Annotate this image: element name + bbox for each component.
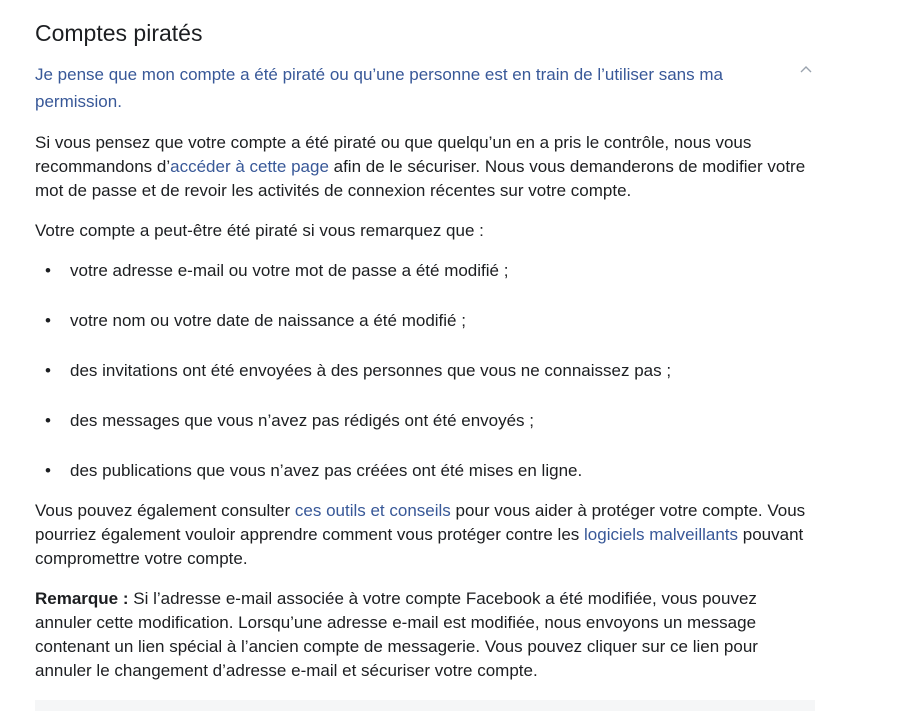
tools-text-1: Vous pouvez également consulter [35, 501, 295, 520]
bullet-icon: • [45, 411, 51, 430]
bullet-text: votre nom ou votre date de naissance a été modifié ; [70, 311, 466, 330]
bullet-text: votre adresse e-mail ou votre mot de passe a été modifié ; [70, 261, 509, 280]
tools-tips-link[interactable]: ces outils et conseils [294, 501, 451, 520]
faq-question-hacked-account[interactable]: Je pense que mon compte a été piraté ou qu’une personne est en train de l’utiliser sans ma permission. [35, 65, 723, 111]
note-text: Si l’adresse e-mail associée à votre compte Facebook a été modifiée, vous pouvez annuler cette modification. Lorsqu’une adresse e-mail est modifiée, nous envoyons un message contenant un lien spécial à l’ancien compte de messagerie. Vous pouvez cliquer sur ce lien pour annuler le changement d’adresse e-mail et sécuriser votre compte. [35, 589, 758, 680]
bullet-text: des publications que vous n’avez pas créées ont été mises en ligne. [70, 461, 583, 480]
bullet-icon: • [45, 261, 51, 280]
bullet-text: des messages que vous n’avez pas rédigés ont été envoyés ; [70, 411, 535, 430]
bullet-icon: • [45, 461, 51, 480]
bullet-icon: • [45, 361, 51, 380]
tools-text-2: pour vous aider à protéger votre compte. Vous pourriez également vouloir apprendre comment vous protéger contre les [35, 501, 806, 544]
chevron-up-icon[interactable] [798, 62, 814, 78]
tools-text-3: pouvant compromettre votre compte. [35, 525, 804, 568]
bullet-text: des invitations ont été envoyées à des personnes que vous ne connaissez pas ; [70, 361, 672, 380]
page-title: Comptes piratés [35, 20, 203, 46]
malware-link[interactable]: logiciels malveillants [584, 525, 739, 544]
next-panel [35, 700, 815, 711]
bullet-icon: • [45, 311, 51, 330]
intro-text-1: Si vous pensez que votre compte a été piraté ou que quelqu’un en a pris le contrôle, nous vous recommandons d’ [35, 133, 752, 176]
signs-intro: Votre compte a peut-être été piraté si vous remarquez que : [35, 221, 484, 240]
intro-text-2: afin de le sécuriser. Nous vous demanderons de modifier votre mot de passe et de revoir les activités de connexion récentes sur votre compte. [35, 157, 806, 200]
note-paragraph [35, 587, 815, 683]
note-label: Remarque : [35, 589, 129, 608]
access-page-link[interactable]: accéder à cette page [170, 157, 329, 176]
tools-paragraph [35, 499, 815, 571]
intro-paragraph [35, 131, 815, 203]
